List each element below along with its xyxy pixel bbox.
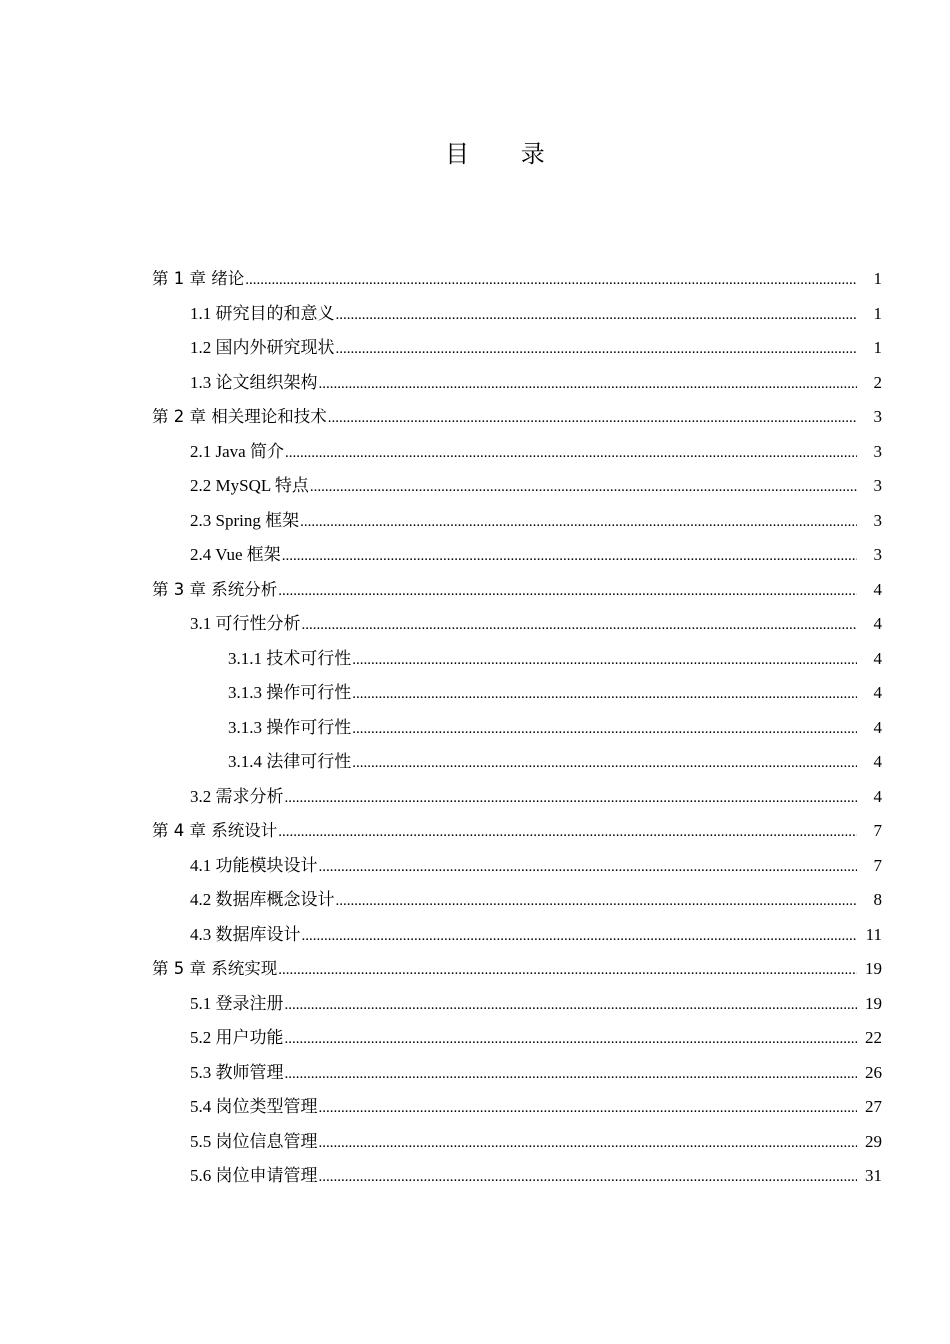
toc-entry[interactable]: [0, 1056, 950, 1091]
toc-entry[interactable]: [0, 987, 950, 1022]
toc-entry-label: 2.3 Spring 框架: [190, 510, 300, 530]
toc-entry-label: 第 1 章 绪论: [152, 269, 245, 288]
toc-dot-leader: [336, 332, 858, 366]
toc-dot-leader: [319, 1091, 858, 1125]
toc-dot-leader: [319, 850, 858, 884]
toc-entry-label: 2.1 Java 简介: [190, 441, 284, 461]
toc-dot-leader: [285, 781, 858, 815]
toc-entry-label: 4.3 数据库设计: [190, 924, 301, 944]
toc-entry[interactable]: [0, 745, 950, 780]
toc-entry-label: 5.1 登录注册: [190, 993, 284, 1013]
toc-entry-label: 3.1.1 技术可行性: [228, 648, 352, 668]
toc-dot-leader: [352, 712, 857, 746]
toc-entry-page-number: 3: [873, 510, 882, 530]
toc-entry-page-number: 3: [873, 476, 882, 495]
toc-entry[interactable]: [0, 400, 950, 435]
toc-entry-label: 第 4 章 系统设计: [152, 821, 278, 840]
toc-dot-leader: [328, 401, 857, 435]
toc-entry-label: 3.1.3 操作可行性: [228, 717, 352, 737]
page-title: 目 录: [445, 140, 567, 168]
toc-entry-page-number: 7: [873, 855, 882, 875]
toc-entry[interactable]: [0, 262, 950, 297]
toc-dot-leader: [285, 1022, 858, 1056]
toc-entry-page-number: 4: [873, 579, 882, 599]
toc-entry-label: 3.1.4 法律可行性: [228, 752, 352, 771]
toc-entry-label: 5.3 教师管理: [190, 1062, 284, 1082]
toc-dot-leader: [336, 884, 858, 918]
toc-entry[interactable]: [0, 676, 950, 711]
toc-entry-label: 4.2 数据库概念设计: [190, 890, 335, 909]
toc-entry-page-number: 1: [873, 303, 882, 323]
toc-dot-leader: [352, 643, 857, 677]
toc-dot-leader: [282, 539, 857, 573]
toc-entry[interactable]: [0, 642, 950, 677]
toc-entry-page-number: 2: [873, 372, 882, 392]
toc-entry[interactable]: [0, 952, 950, 987]
toc-entry-label: 3.1.3 操作可行性: [228, 683, 352, 702]
toc-entry[interactable]: [0, 504, 950, 539]
toc-entry-label: 2.2 MySQL 特点: [190, 476, 309, 495]
toc-dot-leader: [278, 953, 857, 987]
toc-entry-page-number: 22: [865, 1028, 882, 1047]
toc-entry-page-number: 27: [865, 1097, 882, 1116]
toc-entry-page-number: 19: [865, 959, 882, 978]
toc-entry[interactable]: [0, 538, 950, 573]
toc-entry-label: 1.1 研究目的和意义: [190, 303, 335, 323]
toc-entry-page-number: 19: [865, 993, 882, 1013]
toc-entry-page-number: 3: [873, 407, 882, 426]
toc-entry[interactable]: [0, 435, 950, 470]
toc-entry-page-number: 4: [873, 683, 882, 702]
toc-entry-page-number: 8: [873, 890, 882, 909]
toc-entry-page-number: 4: [873, 648, 882, 668]
toc-entry-page-number: 31: [865, 1166, 882, 1185]
toc-entry[interactable]: [0, 780, 950, 815]
toc-dot-leader: [302, 608, 858, 642]
toc-entry[interactable]: [0, 711, 950, 746]
toc-entry-label: 5.2 用户功能: [190, 1028, 284, 1047]
toc-entry-page-number: 7: [873, 821, 882, 840]
toc-dot-leader: [278, 574, 857, 608]
toc-entry[interactable]: [0, 849, 950, 884]
toc-entry-label: 1.3 论文组织架构: [190, 372, 318, 392]
toc-dot-leader: [300, 505, 857, 539]
toc-entry[interactable]: [0, 469, 950, 504]
toc-entry-label: 第 5 章 系统实现: [152, 959, 278, 978]
toc-entry-label: 4.1 功能模块设计: [190, 855, 318, 875]
toc-dot-leader: [319, 1126, 858, 1160]
toc-entry[interactable]: [0, 366, 950, 401]
toc-entry[interactable]: [0, 918, 950, 953]
toc-entry[interactable]: [0, 1125, 950, 1160]
toc-entry[interactable]: [0, 1159, 950, 1194]
toc-entry-page-number: 4: [873, 786, 882, 806]
toc-entry[interactable]: [0, 814, 950, 849]
toc-entry-label: 2.4 Vue 框架: [190, 545, 281, 564]
toc-entry-page-number: 26: [865, 1062, 882, 1082]
toc-entry-label: 第 2 章 相关理论和技术: [152, 407, 327, 426]
toc-dot-leader: [285, 436, 857, 470]
toc-entry[interactable]: [0, 607, 950, 642]
toc-entry[interactable]: [0, 573, 950, 608]
toc-dot-leader: [336, 298, 858, 332]
table-of-contents: [0, 262, 950, 1194]
toc-dot-leader: [245, 263, 857, 297]
toc-entry-page-number: 4: [873, 614, 882, 633]
toc-entry-page-number: 11: [865, 924, 882, 944]
toc-entry-page-number: 4: [873, 717, 882, 737]
toc-entry-label: 1.2 国内外研究现状: [190, 338, 335, 357]
toc-entry-page-number: 29: [865, 1131, 882, 1151]
toc-entry-page-number: 3: [873, 441, 882, 461]
toc-entry-page-number: 1: [873, 338, 882, 357]
toc-entry[interactable]: [0, 297, 950, 332]
toc-dot-leader: [278, 815, 857, 849]
toc-dot-leader: [319, 367, 858, 401]
toc-dot-leader: [319, 1160, 858, 1194]
toc-entry-label: 3.2 需求分析: [190, 786, 284, 806]
toc-dot-leader: [310, 470, 857, 504]
toc-entry-page-number: 3: [873, 545, 882, 564]
toc-entry-label: 3.1 可行性分析: [190, 614, 301, 633]
toc-entry[interactable]: [0, 331, 950, 366]
toc-entry[interactable]: [0, 883, 950, 918]
toc-dot-leader: [302, 919, 858, 953]
toc-dot-leader: [352, 746, 857, 780]
toc-dot-leader: [285, 988, 858, 1022]
toc-entry-label: 第 3 章 系统分析: [152, 579, 278, 599]
toc-entry[interactable]: [0, 1021, 950, 1056]
toc-entry-label: 5.6 岗位申请管理: [190, 1166, 318, 1185]
toc-entry-page-number: 4: [873, 752, 882, 771]
toc-entry-label: 5.4 岗位类型管理: [190, 1097, 318, 1116]
toc-dot-leader: [285, 1057, 858, 1091]
toc-entry[interactable]: [0, 1090, 950, 1125]
toc-entry-label: 5.5 岗位信息管理: [190, 1131, 318, 1151]
toc-entry-page-number: 1: [873, 269, 882, 288]
toc-dot-leader: [352, 677, 857, 711]
